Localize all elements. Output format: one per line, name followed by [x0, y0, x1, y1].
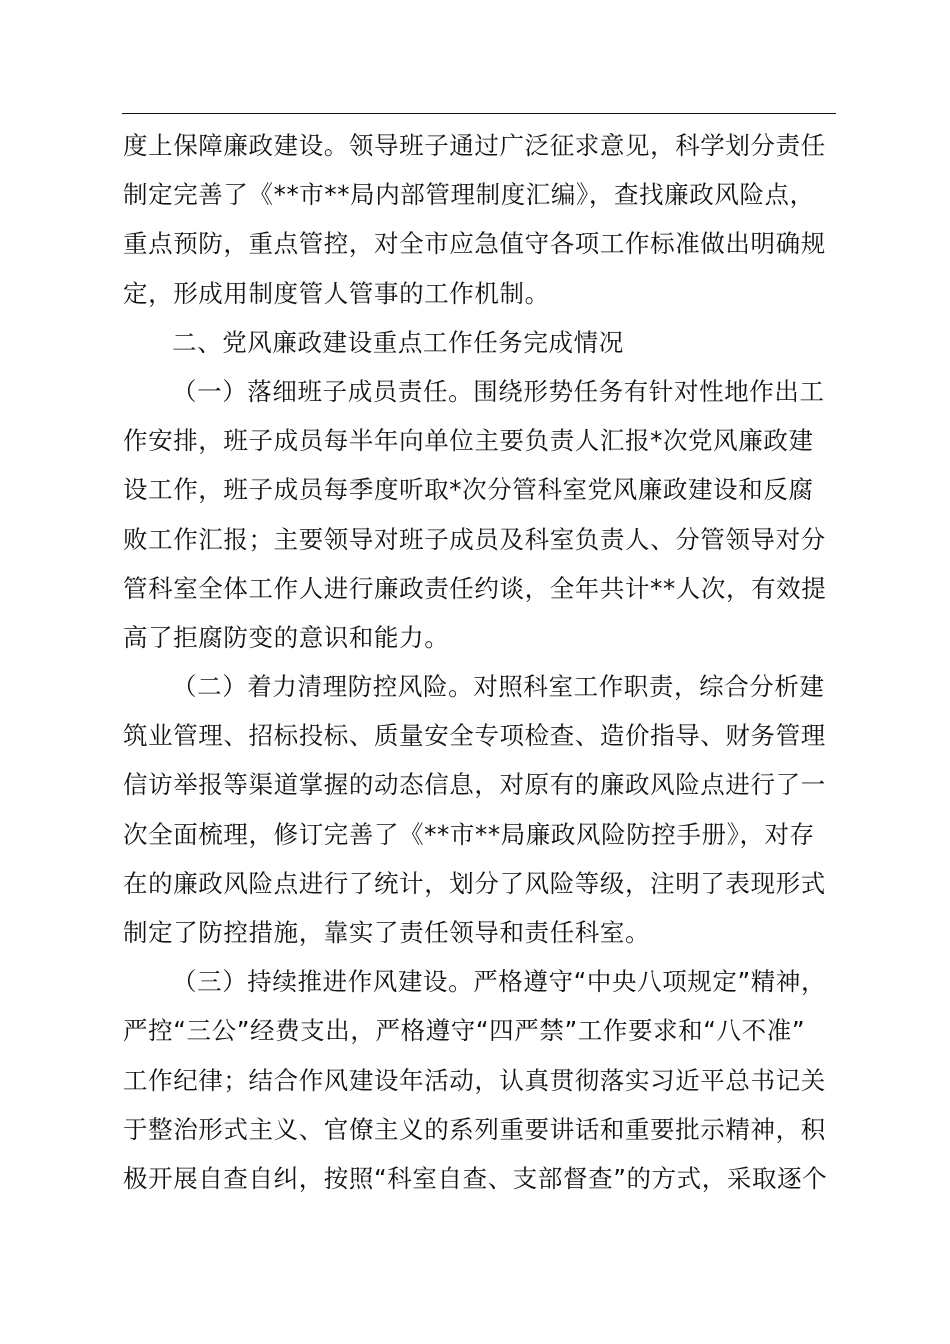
text-line: 工作纪律；结合作风建设年活动，认真贯彻落实习近平总书记关	[123, 1065, 826, 1095]
text-line: 败工作汇报；主要领导对班子成员及科室负责人、分管领导对分	[123, 524, 826, 554]
text-line: 筑业管理、招标投标、质量安全专项检查、造价指导、财务管理	[123, 721, 826, 751]
text-line: 次全面梳理，修订完善了《**市**局廉政风险防控手册》，对存	[123, 819, 815, 849]
text-line: （三）持续推进作风建设。严格遵守“中央八项规定”精神，	[172, 967, 827, 997]
text-line: 作安排，班子成员每半年向单位主要负责人汇报*次党风廉政建	[123, 426, 814, 456]
text-line: 信访举报等渠道掌握的动态信息，对原有的廉政风险点进行了一	[123, 770, 826, 800]
text-line: 在的廉政风险点进行了统计，划分了风险等级，注明了表现形式	[123, 868, 826, 898]
body-text	[123, 121, 843, 1203]
header-rule	[122, 113, 836, 114]
text-line: 定，形成用制度管人管事的工作机制。	[123, 278, 550, 308]
text-line: 管科室全体工作人进行廉政责任约谈，全年共计**人次，有效提	[123, 573, 827, 603]
text-line: （二）着力清理防控风险。对照科室工作职责，综合分析建	[172, 672, 825, 702]
text-line: 制定了防控措施，靠实了责任领导和责任科室。	[123, 918, 651, 947]
text-line: （一）落细班子成员责任。围绕形势任务有针对性地作出工	[172, 376, 825, 406]
text-line: 极开展自查自纠，按照“科室自查、支部督查”的方式，采取逐个	[123, 1163, 828, 1193]
section-heading: 二、党风廉政建设重点工作任务完成情况	[172, 327, 624, 357]
text-line: 设工作，班子成员每季度听取*次分管科室党风廉政建设和反腐	[123, 475, 814, 505]
text-line: 严控“三公”经费支出，严格遵守“四严禁”工作要求和“八不准”	[123, 1016, 806, 1046]
text-line: 制定完善了《**市**局内部管理制度汇编》，查找廉政风险点，	[123, 180, 815, 210]
text-line: 高了拒腐防变的意识和能力。	[123, 622, 450, 652]
text-line: 重点预防，重点管控，对全市应急值守各项工作标准做出明确规	[123, 229, 826, 259]
text-line: 于整治形式主义、官僚主义的系列重要讲话和重要批示精神，积	[123, 1114, 826, 1144]
text-line: 度上保障廉政建设。领导班子通过广泛征求意见，科学划分责任	[123, 131, 826, 160]
